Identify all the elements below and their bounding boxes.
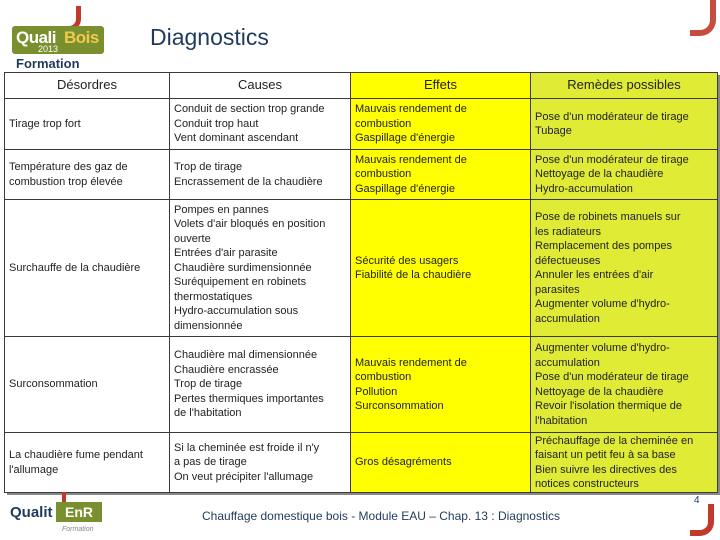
cell-line: combustion trop élevée <box>9 175 123 188</box>
cell-desordre <box>5 150 170 200</box>
cell-line: les radiateurs <box>535 225 602 238</box>
cell-desordre <box>5 433 170 493</box>
header-effets: Effets <box>351 73 531 99</box>
footer-logo-formation: Formation <box>62 526 94 533</box>
cell-line: Pose d'un modérateur de tirage <box>535 371 689 383</box>
cell-effets <box>351 200 531 337</box>
table-row <box>5 150 718 200</box>
cell-desordre <box>5 99 170 150</box>
cell-line: Pose de robinets manuels sur <box>535 211 681 223</box>
table-header-row <box>5 73 718 99</box>
page-title: Diagnostics <box>150 24 269 50</box>
cell-line: Chaudière surdimensionnée <box>174 261 312 274</box>
cell-line: Chaudière mal dimensionnée <box>174 349 318 362</box>
logo-year: 2013 <box>38 44 59 54</box>
cell-line: de l'habitation <box>174 407 242 420</box>
cell-line: Revoir l'isolation thermique de <box>535 400 683 412</box>
cell-line: Pose d'un modérateur de tirage <box>535 153 689 166</box>
table-row <box>5 99 718 150</box>
logo-formation-text: Formation <box>16 56 80 71</box>
cell-line: Nettoyage de la chaudière <box>535 168 664 181</box>
cell-effets <box>351 337 531 433</box>
cell-line: accumulation <box>535 312 600 325</box>
cell-effets <box>351 433 531 493</box>
cell-line: Gaspillage d'énergie <box>355 132 455 145</box>
cell-line: Entrées d'air parasite <box>174 247 278 260</box>
cell-line: Fiabilité de la chaudière <box>355 269 472 281</box>
cell-causes <box>170 337 351 433</box>
footer-caption: Chauffage domestique bois - Module EAU – Chap. 13 : Diagnostics <box>202 509 560 523</box>
footer-logo-enr: EnR <box>56 502 102 522</box>
cell-line: On veut précipiter l'allumage <box>174 470 314 483</box>
cell-line: Hydro-accumulation sous <box>174 305 299 318</box>
cell-causes <box>170 99 351 150</box>
cell-line: ouverte <box>174 232 211 245</box>
qualibois-logo <box>6 4 106 70</box>
cell-line: combustion <box>355 168 412 181</box>
cell-line: Tubage <box>535 125 572 137</box>
cell-line: Annuler les entrées d'air <box>535 269 654 281</box>
cell-line: Conduit trop haut <box>174 117 259 130</box>
cell-line: Augmenter volume d'hydro- <box>535 298 670 310</box>
cell-line: Mauvais rendement de <box>355 356 467 369</box>
cell-line: Volets d'air bloqués en position <box>174 218 326 231</box>
diagnostics-table <box>4 72 718 493</box>
cell-remedes <box>531 150 718 200</box>
cell-line: Trop de tirage <box>174 378 243 391</box>
page-number: 4 <box>694 495 700 506</box>
cell-line: Préchauffage de la cheminée en <box>535 434 694 447</box>
cell-line: Surconsommation <box>355 400 444 412</box>
cell-line: notices constructeurs <box>535 478 639 490</box>
cell-line: Augmenter volume d'hydro- <box>535 342 670 354</box>
cell-line: Tirage trop fort <box>9 117 81 130</box>
table-row <box>5 433 718 493</box>
cell-line: Gros désagréments <box>355 456 452 469</box>
cell-line: Encrassement de la chaudière <box>174 175 323 188</box>
diagnostics-table-container <box>4 72 717 492</box>
footer-hook-icon <box>690 504 714 536</box>
cell-line: Suréquipement en robinets <box>174 276 307 289</box>
cell-line: combustion <box>355 371 412 383</box>
cell-causes <box>170 200 351 337</box>
qualitenr-logo <box>4 494 104 538</box>
cell-line: a pas de tirage <box>174 456 247 469</box>
logo-quali-text: Quali <box>16 28 57 47</box>
cell-line: thermostatiques <box>174 290 253 303</box>
cell-line: Conduit de section trop grande <box>174 103 325 116</box>
cell-line: l'habitation <box>535 414 588 427</box>
cell-line: faisant un petit feu à sa base <box>535 449 676 461</box>
cell-remedes <box>531 337 718 433</box>
cell-line: Mauvais rendement de <box>355 153 467 166</box>
header-remedes: Remèdes possibles <box>531 73 718 99</box>
cell-line: Gaspillage d'énergie <box>355 182 455 195</box>
cell-line: Pollution <box>355 385 398 398</box>
cell-line: Surchauffe de la chaudière <box>9 261 141 274</box>
cell-line: Pompes en pannes <box>174 203 269 216</box>
header-causes: Causes <box>170 73 351 99</box>
footer-logo-hook-icon <box>56 492 66 502</box>
cell-line: Vent dominant ascendant <box>174 132 299 145</box>
cell-line: Température des gaz de <box>9 161 128 173</box>
cell-effets <box>351 150 531 200</box>
cell-desordre <box>5 337 170 433</box>
cell-line: La chaudière fume pendant <box>9 449 143 461</box>
footer-logo-qualit: Qualit <box>10 504 53 521</box>
table-row <box>5 200 718 337</box>
cell-line: Sécurité des usagers <box>355 254 459 267</box>
cell-line: Si la cheminée est froide il n'y <box>174 441 320 454</box>
cell-line: Hydro-accumulation <box>535 182 633 195</box>
cell-line: Bien suivre les directives des <box>535 463 677 476</box>
corner-hook-icon <box>690 0 716 36</box>
cell-line: Surconsommation <box>9 378 98 391</box>
cell-line: Nettoyage de la chaudière <box>535 385 664 398</box>
logo-bois-text: Bois <box>64 28 99 47</box>
cell-remedes <box>531 200 718 337</box>
cell-remedes <box>531 433 718 493</box>
table-row <box>5 337 718 433</box>
cell-causes <box>170 433 351 493</box>
cell-line: Pertes thermiques importantes <box>174 392 324 405</box>
cell-line: combustion <box>355 117 412 130</box>
cell-desordre <box>5 200 170 337</box>
cell-line: l'allumage <box>9 463 59 476</box>
cell-line: dimensionnée <box>174 319 243 332</box>
cell-causes <box>170 150 351 200</box>
cell-remedes <box>531 99 718 150</box>
cell-line: Pose d'un modérateur de tirage <box>535 110 689 123</box>
cell-effets <box>351 99 531 150</box>
cell-line: Mauvais rendement de <box>355 103 467 116</box>
cell-line: Chaudière encrassée <box>174 363 279 376</box>
cell-line: défectueuses <box>535 254 601 267</box>
cell-line: Trop de tirage <box>174 161 243 173</box>
header-desordres: Désordres <box>5 73 170 99</box>
cell-line: parasites <box>535 283 580 296</box>
cell-line: accumulation <box>535 356 600 369</box>
cell-line: Remplacement des pompes <box>535 240 672 252</box>
